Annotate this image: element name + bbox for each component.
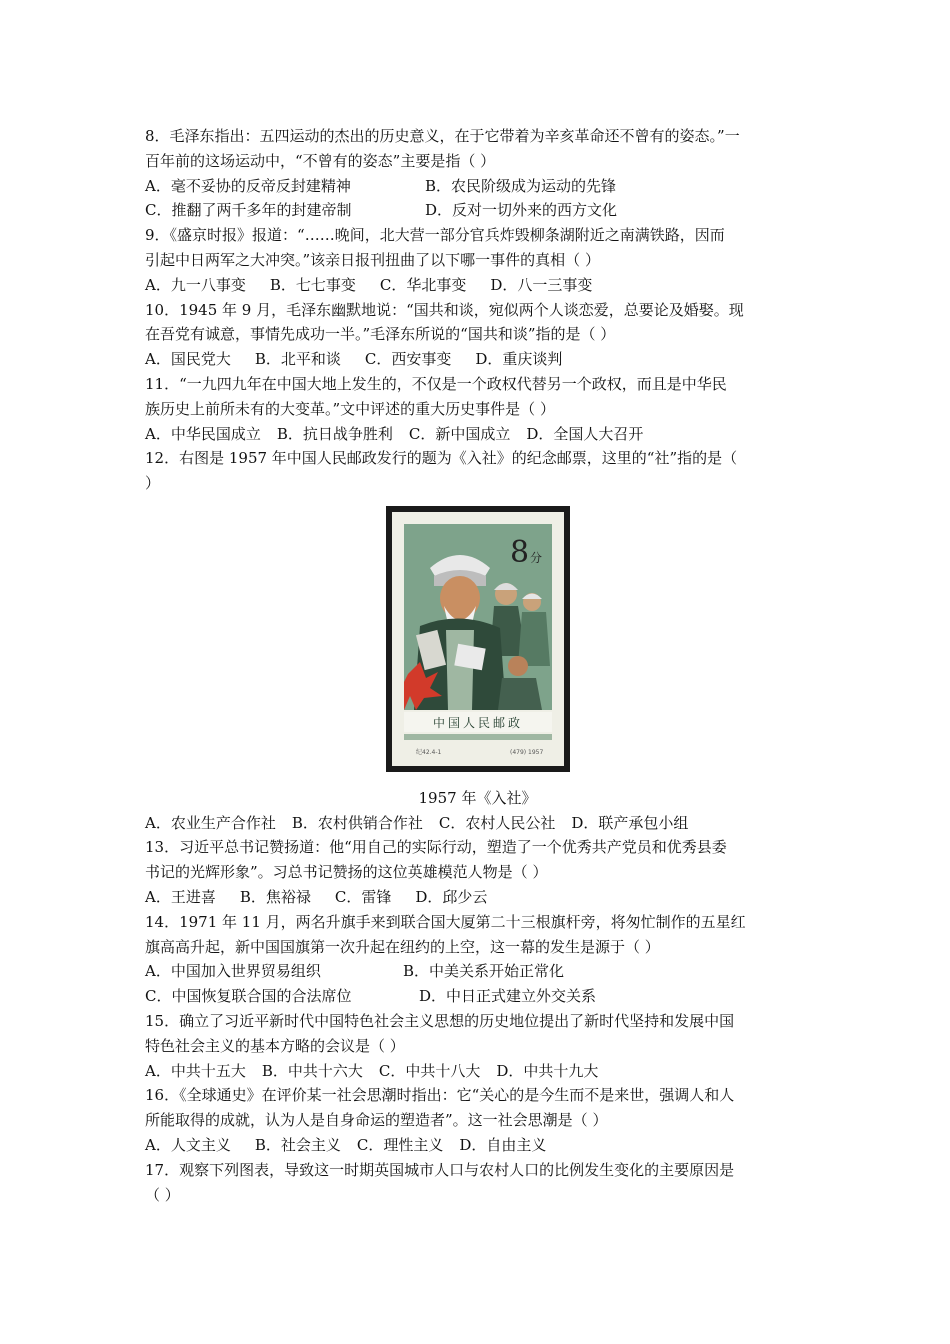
stamp-image	[386, 506, 570, 772]
q10-option-b: B．北平和谈	[254, 350, 341, 369]
question-16-options	[145, 1133, 810, 1158]
question-15-stem-line-1: 15．确立了习近平新时代中国特色社会主义思想的历史地位提出了新时代坚持和发展中国	[145, 1011, 735, 1030]
stamp-figure	[145, 506, 810, 780]
q11-option-b: B．抗日战争胜利	[276, 424, 393, 443]
stamp-code-right: (479) 1957	[509, 748, 543, 756]
q13-option-d: D．邱少云	[415, 887, 488, 906]
q16-option-b: B．社会主义	[254, 1135, 341, 1154]
q10-option-d: D．重庆谈判	[475, 350, 563, 369]
stamp-caption: 1957 年《入社》	[418, 788, 537, 807]
q13-option-b: B．焦裕禄	[239, 887, 311, 906]
question-13-options	[145, 885, 810, 910]
q13-option-c: C．雷锋	[334, 887, 392, 906]
question-16-stem-line-2: 所能取得的成就，认为人是自身命运的塑造者”。这一社会思潮是（ ）	[145, 1111, 608, 1130]
question-15-stem-line-2: 特色社会主义的基本方略的会议是（ ）	[145, 1036, 405, 1055]
q15-option-a: A．中共十五大	[145, 1061, 246, 1080]
q8-option-d: D．反对一切外来的西方文化	[425, 201, 618, 220]
q16-option-d: D．自由主义	[459, 1135, 547, 1154]
q13-option-a: A．王进喜	[145, 887, 216, 906]
q14-option-b: B．中美关系开始正常化	[403, 962, 565, 981]
stamp-code-left: 纪42.4-1	[415, 748, 441, 756]
question-14-stem-line-2: 旗高高升起，新中国国旗第一次升起在纽约的上空，这一幕的发生是源于（ ）	[145, 937, 660, 956]
q9-option-a: A．九一八事变	[145, 275, 246, 294]
question-16-stem-line-1: 16．《全球通史》在评价某一社会思潮时指出：它“关心的是今生而不是来世，强调人和人	[145, 1086, 735, 1105]
q15-option-d: D．中共十九大	[496, 1061, 599, 1080]
question-11-options	[145, 422, 810, 447]
question-11-stem-line-2: 族历史上前所未有的大变革。”文中评述的重大历史事件是（ ）	[145, 399, 555, 418]
q15-option-b: B．中共十六大	[261, 1061, 363, 1080]
q12-option-d: D．联产承包小组	[571, 813, 689, 832]
q11-option-c: C．新中国成立	[408, 424, 511, 443]
q16-option-a: A．人文主义	[145, 1135, 231, 1154]
q9-option-b: B．七七事变	[269, 275, 356, 294]
question-15-options	[145, 1059, 810, 1084]
question-8-options-row-1	[145, 174, 810, 199]
question-11-stem-line-1: 11．“一九四九年在中国大地上发生的，不仅是一个政权代替另一个政权，而且是中华民	[145, 374, 727, 393]
question-8-stem-line-2: 百年前的这场运动中，“不曾有的姿态”主要是指（ ）	[145, 151, 496, 170]
q15-option-c: C．中共十八大	[378, 1061, 481, 1080]
q11-option-d: D．全国人大召开	[526, 424, 644, 443]
question-12-stem-line-2: ）	[145, 474, 161, 493]
q12-option-b: B．农村供销合作社	[291, 813, 423, 832]
stamp-unit: 分	[529, 550, 542, 565]
question-12-options	[145, 811, 810, 836]
q8-option-b: B．农民阶级成为运动的先锋	[425, 176, 617, 195]
question-14-options-row-1	[145, 959, 810, 984]
stamp-value: 8	[509, 534, 529, 570]
q9-option-c: C．华北事变	[379, 275, 467, 294]
q12-option-c: C．农村人民公社	[438, 813, 556, 832]
question-17-stem-line-2: （ ）	[145, 1185, 180, 1204]
q8-option-a: A．毫不妥协的反帝反封建精神	[145, 176, 351, 195]
q8-option-c: C．推翻了两千多年的封建帝制	[145, 201, 352, 220]
q10-option-a: A．国民党大	[145, 350, 231, 369]
q16-option-c: C．理性主义	[356, 1135, 444, 1154]
q11-option-a: A．中华民国成立	[145, 424, 261, 443]
question-13-stem-line-1: 13．习近平总书记赞扬道：他“用自己的实际行动，塑造了一个优秀共产党员和优秀县委	[145, 838, 727, 857]
question-14-options-row-2	[145, 984, 810, 1009]
q14-option-c: C．中国恢复联合国的合法席位	[145, 987, 352, 1006]
q10-option-c: C．西安事变	[364, 350, 452, 369]
question-9-options	[145, 273, 810, 298]
question-9-stem-line-1: 9．《盛京时报》报道：“……晚间，北大营一部分官兵炸毁柳条湖附近之南满铁路，因而	[145, 226, 725, 245]
question-8-stem-line-1: 8．毛泽东指出：五四运动的杰出的历史意义，在于它带着为辛亥革命还不曾有的姿态。”一	[145, 127, 740, 145]
question-10-stem-line-2: 在吾党有诚意，事情先成功一半。”毛泽东所说的“国共和谈”指的是（ ）	[145, 325, 616, 344]
question-13-stem-line-2: 书记的光辉形象”。习总书记赞扬的这位英雄模范人物是（ ）	[145, 863, 548, 882]
question-8-options-row-2	[145, 198, 810, 223]
q14-option-a: A．中国加入世界贸易组织	[145, 962, 321, 981]
question-17-stem-line-1: 17．观察下列图表，导致这一时期英国城市人口与农村人口的比例发生变化的主要原因是	[145, 1160, 735, 1179]
question-14-stem-line-1: 14．1971 年 11 月，两名升旗手来到联合国大厦第二十三根旗杆旁，将匆忙制作的五星红	[145, 912, 746, 931]
question-9-stem-line-2: 引起中日两军之大冲突。”该亲日报刊扭曲了以下哪一事件的真相（ ）	[145, 250, 600, 269]
exam-page	[145, 124, 810, 1207]
question-12-stem-line-1: 12．右图是 1957 年中国人民邮政发行的题为《入社》的纪念邮票，这里的“社”指的是（	[145, 449, 738, 468]
question-10-stem-line-1: 10．1945 年 9 月，毛泽东幽默地说：“国共和谈，宛似两个人谈恋爱，总要论及婚娶。现	[145, 300, 744, 319]
q14-option-d: D．中日正式建立外交关系	[419, 987, 597, 1006]
q12-option-a: A．农业生产合作社	[145, 813, 276, 832]
q9-option-d: D．八一三事变	[490, 275, 593, 294]
stamp-banner-text: 中国人民邮政	[432, 715, 523, 730]
question-10-options	[145, 347, 810, 372]
